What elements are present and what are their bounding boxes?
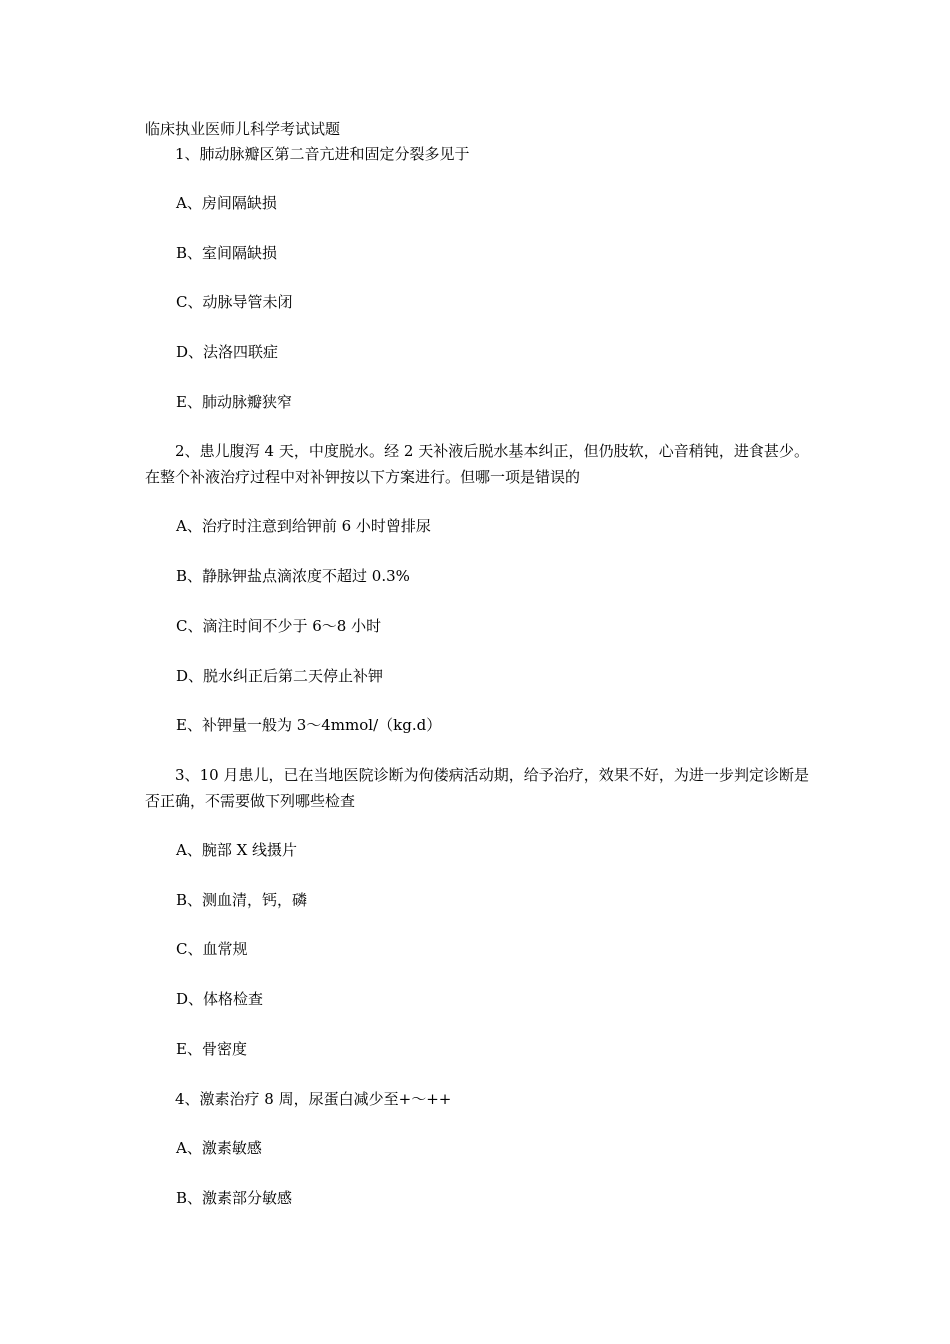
question-2-option-e: E、补钾量一般为 3～4mmol/（kg.d）: [176, 716, 442, 734]
question-3-option-d: D、体格检查: [176, 990, 264, 1008]
question-1-option-c: C、动脉导管未闭: [176, 293, 293, 311]
question-3-option-b: B、测血清，钙，磷: [176, 891, 308, 909]
document-title: 临床执业医师儿科学考试试题: [145, 120, 341, 138]
question-2-stem: 2、患儿腹泻 4 天，中度脱水。经 2 天补液后脱水基本纠正，但仍肢软，心音稍钝，进食甚少。在整个补液治疗过程中对补钾按以下方案进行。但哪一项是错误的: [145, 442, 809, 486]
question-3-option-c: C、血常规: [176, 940, 248, 958]
question-3-option-e: E、骨密度: [176, 1040, 247, 1058]
question-4-stem: 4、激素治疗 8 周，尿蛋白减少至+～++: [175, 1090, 452, 1108]
question-2-option-c: C、滴注时间不少于 6～8 小时: [176, 617, 382, 635]
question-3-stem: 3、10 月患儿，已在当地医院诊断为佝偻病活动期，给予治疗，效果不好，为进一步判定诊断是否正确，不需要做下列哪些检查: [145, 766, 809, 810]
question-4-option-b: B、激素部分敏感: [176, 1189, 293, 1207]
question-1-option-a: A、房间隔缺损: [176, 194, 277, 212]
question-1-option-d: D、法洛四联症: [176, 343, 279, 361]
question-2-option-d: D、脱水纠正后第二天停止补钾: [176, 667, 384, 685]
question-2-option-a: A、治疗时注意到给钾前 6 小时曾排尿: [176, 517, 431, 535]
question-1-option-b: B、室间隔缺损: [176, 244, 278, 262]
question-4-option-a: A、激素敏感: [176, 1139, 262, 1157]
question-3-option-a: A、腕部 X 线摄片: [176, 841, 298, 859]
question-1-stem: 1、肺动脉瓣区第二音亢进和固定分裂多见于: [175, 145, 470, 163]
question-2-option-b: B、静脉钾盐点滴浓度不超过 0.3%: [176, 567, 410, 585]
question-1-option-e: E、肺动脉瓣狭窄: [176, 393, 292, 411]
